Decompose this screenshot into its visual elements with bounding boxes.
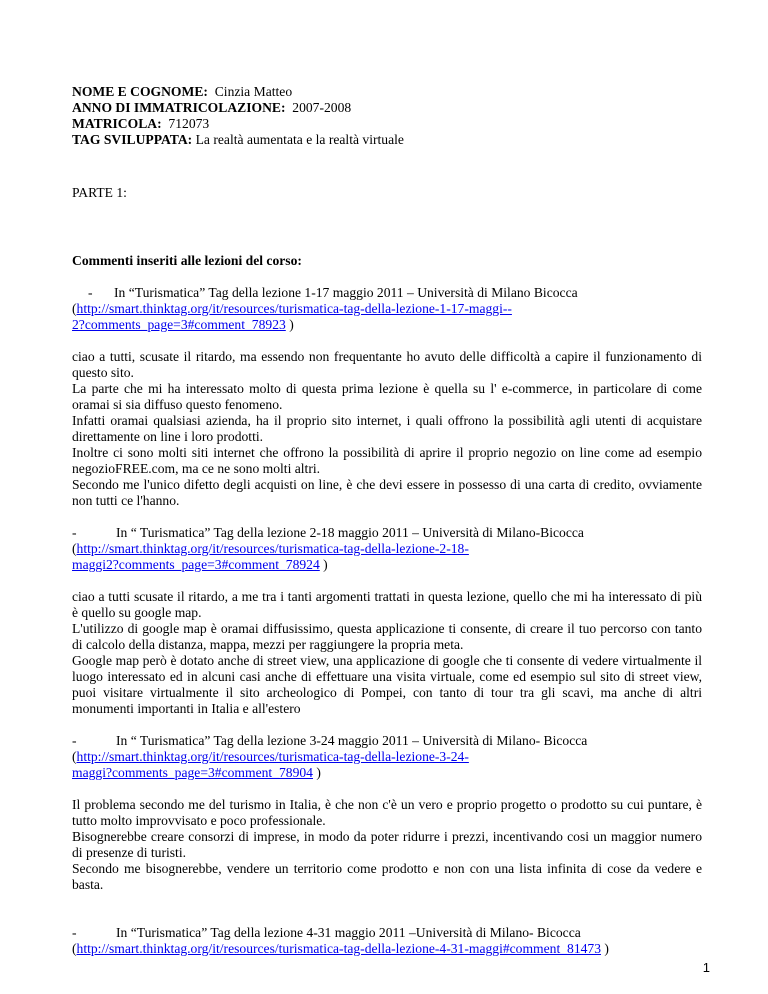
- paragraph: Bisognerebbe creare consorzi di imprese, in modo da poter ridurre i prezzi, incentivando cosi un maggior numero di presenze di turisti.: [72, 829, 702, 860]
- paragraph: ciao a tutti scusate il ritardo, a me tra i tanti argomenti trattati in questa lezione, quello che mi ha interessato di più è quello su google map.: [72, 589, 702, 620]
- entry-link[interactable]: http://smart.thinktag.org/it/resources/turismatica-tag-della-lezione-3-24-: [76, 749, 469, 764]
- paragraph: La parte che mi ha interessato molto di questa prima lezione è quella su l' e-commerce, in particolare di come oramai si sia diffuso questo fenomeno.: [72, 381, 702, 412]
- student-id-line: MATRICOLA: 712073: [72, 116, 210, 131]
- entry-heading: - In “ Turismatica” Tag della lezione 3-24 maggio 2011 – Università di Milano- Bicocca: [72, 733, 588, 748]
- entry-heading: - In “Turismatica” Tag della lezione 1-17 maggio 2011 – Università di Milano Bicocca: [88, 285, 578, 300]
- entry-link-continued[interactable]: 2?comments_page=3#comment_78923: [72, 317, 286, 332]
- entry-link-continued[interactable]: maggi2?comments_page=3#comment_78924: [72, 557, 320, 572]
- comment-entry: [72, 925, 702, 957]
- paragraph: Inoltre ci sono molti siti internet che offrono la possibilità di aprire il proprio negozio on line come ad esempio negozioFREE.com, ma ce ne sono molti altri.: [72, 445, 702, 476]
- comment-entry: [72, 733, 702, 893]
- entry-link-line: (http://smart.thinktag.org/it/resources/turismatica-tag-della-lezione-3-24-: [72, 749, 469, 764]
- paragraph: Infatti oramai qualsiasi azienda, ha il proprio sito internet, i quali offrono la possibilità agli utenti di acquistare direttamente on line i loro prodotti.: [72, 413, 702, 444]
- part-title: PARTE 1:: [72, 185, 127, 200]
- entry-link-line: (http://smart.thinktag.org/it/resources/turismatica-tag-della-lezione-1-17-maggi--: [72, 301, 512, 316]
- entry-link-line: 2?comments_page=3#comment_78923 ): [72, 317, 294, 332]
- entry-link-line: maggi2?comments_page=3#comment_78924 ): [72, 557, 328, 572]
- entry-body: [72, 589, 702, 717]
- entry-link[interactable]: http://smart.thinktag.org/it/resources/turismatica-tag-della-lezione-4-31-maggi#comment_81473: [76, 941, 602, 956]
- paragraph: L'utilizzo di google map è oramai diffusissimo, questa applicazione ti consente, di creare il tuo percorso con tanto di calcolo della distanza, mappa, mezzi per raggiungere la propria meta.: [72, 621, 702, 652]
- student-info: [72, 84, 702, 148]
- comment-entry: [72, 525, 702, 717]
- page-number: 1: [702, 960, 710, 975]
- entry-link-line: (http://smart.thinktag.org/it/resources/turismatica-tag-della-lezione-2-18-: [72, 541, 469, 556]
- entry-link-line: maggi?comments_page=3#comment_78904 ): [72, 765, 321, 780]
- entry-link-line: (http://smart.thinktag.org/it/resources/turismatica-tag-della-lezione-4-31-maggi#comment_81473 ): [72, 941, 609, 956]
- entry-link-continued[interactable]: maggi?comments_page=3#comment_78904: [72, 765, 313, 780]
- paragraph: Secondo me bisognerebbe, vendere un territorio come prodotto e non con una lista infinita di cose da vedere e basta.: [72, 861, 702, 892]
- entry-heading: - In “ Turismatica” Tag della lezione 2-18 maggio 2011 – Università di Milano-Bicocca: [72, 525, 584, 540]
- paragraph: ciao a tutti, scusate il ritardo, ma essendo non frequentante ho avuto delle difficoltà a capire il funzionamento di questo sito.: [72, 349, 702, 380]
- entry-body: [72, 797, 702, 893]
- paragraph: Google map però è dotato anche di street view, una applicazione di google che ti consente di vedere virtualmente il luogo interessato ed in alcuni casi anche di effettuare una visita virtuale, come ed esempio sul sito di street view, puoi visitare virtualmente il sito archeologico di Pompei, con tanto di tour tra gli scavi, ma anche di altri monumenti importanti in Italia e all'estero: [72, 653, 702, 716]
- comment-entry: [72, 285, 702, 509]
- name-line: NOME E COGNOME: Cinzia Matteo: [72, 84, 293, 99]
- tag-line: TAG SVILUPPATA: La realtà aumentata e la realtà virtuale: [72, 132, 404, 147]
- enrollment-year-line: ANNO DI IMMATRICOLAZIONE: 2007-2008: [72, 100, 352, 115]
- paragraph: Secondo me l'unico difetto degli acquisti on line, è che devi essere in possesso di una carta di credito, ovviamente non tutti ce l'hanno.: [72, 477, 702, 508]
- entry-body: [72, 349, 702, 509]
- entry-link[interactable]: http://smart.thinktag.org/it/resources/turismatica-tag-della-lezione-1-17-maggi--: [76, 301, 512, 316]
- document-page: [72, 84, 702, 957]
- entry-heading: - In “Turismatica” Tag della lezione 4-31 maggio 2011 –Università di Milano- Bicocca: [72, 925, 581, 940]
- paragraph: Il problema secondo me del turismo in Italia, è che non c'è un vero e proprio progetto o prodotto su cui puntare, è tutto molto improvvisato e poco professionale.: [72, 797, 702, 828]
- entry-link[interactable]: http://smart.thinktag.org/it/resources/turismatica-tag-della-lezione-2-18-: [76, 541, 469, 556]
- section-title: Commenti inseriti alle lezioni del corso:: [72, 253, 302, 268]
